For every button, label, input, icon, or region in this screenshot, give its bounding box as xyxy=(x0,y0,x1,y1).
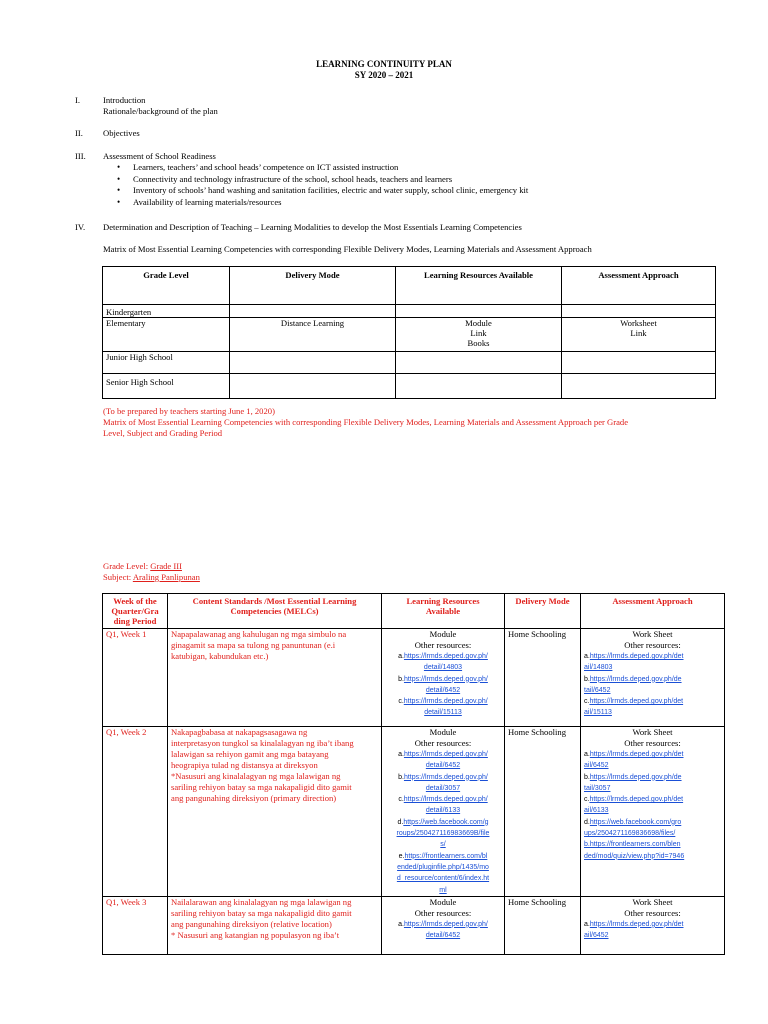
resource-link[interactable]: e.https://frontlearners.com/bl ended/pluginfile.php/1435/mo d_resource/content/6/index.ht ml xyxy=(396,852,490,894)
school-year: SY 2020 – 2021 xyxy=(354,70,414,80)
grade-cell: Senior High School xyxy=(103,374,230,399)
section-4-title: Determination and Description of Teaching – Learning Modalities to develop the Most Essentials Learning Competencies xyxy=(103,222,522,232)
column-header-assessment-approach: Assessment Approach xyxy=(562,267,716,305)
assessment-link[interactable]: b.https://lrmds.deped.gov.ph/de tail/3057 xyxy=(584,773,682,792)
assessment-link[interactable]: a.https://lrmds.deped.gov.ph/det ail/14803 xyxy=(584,653,684,672)
table-row xyxy=(103,727,725,897)
resource-item: Module xyxy=(465,318,492,328)
week-cell: Q1, Week 1 xyxy=(103,629,168,727)
assessment-link[interactable]: a.https://lrmds.deped.gov.ph/det ail/6452 xyxy=(584,920,684,940)
table-row xyxy=(103,896,725,954)
section-1-title: Introduction xyxy=(103,95,146,105)
column-header-grade-level: Grade Level xyxy=(103,267,230,305)
resources-cell: Module Other resources: a.https://lrmds.deped.gov.ph/ detail/14803 b.https://lrmds.deped.gov.ph/ detail/6452 c.https://lrmds.deped.gov.ph/ detail/15113 xyxy=(382,629,505,727)
grade-cell: Kindergarten xyxy=(103,305,230,318)
mode-cell: Distance Learning xyxy=(230,318,396,352)
assessment-link[interactable]: b.https://frontlearners.com/blen ded/mod/quiz/view.php?id=7946 xyxy=(584,841,685,860)
delivery-mode-cell: Home Schooling xyxy=(505,896,581,954)
document-title: LEARNING CONTINUITY PLAN xyxy=(316,59,452,69)
table-row xyxy=(103,374,716,399)
assessment-item: Worksheet xyxy=(620,318,657,328)
subject-competency-table xyxy=(102,593,725,955)
grade-level-line xyxy=(103,561,182,572)
bullet-item: • Connectivity and technology infrastructure of the school, school heads, teachers and learners xyxy=(103,174,528,186)
table-row xyxy=(103,629,725,727)
grade-cell: Elementary xyxy=(103,318,230,352)
assessment-cell xyxy=(562,374,716,399)
section-1-subtitle: Rationale/background of the plan xyxy=(103,106,218,116)
section-2-number: II. xyxy=(75,128,83,138)
section-1-number: I. xyxy=(75,95,81,105)
mode-cell xyxy=(230,374,396,399)
column-header-learning-resources: Learning Resources Available xyxy=(396,267,562,305)
assessment-cell xyxy=(562,305,716,318)
assessment-cell: Work Sheet Other resources: a.https://lrmds.deped.gov.ph/det ail/6452 xyxy=(581,896,725,954)
resource-link[interactable]: c.https://lrmds.deped.gov.ph/ detail/15113 xyxy=(398,698,488,717)
modalities-matrix-table xyxy=(102,266,716,399)
resource-item: Link xyxy=(470,328,487,338)
assessment-cell: Work Sheet Other resources: a.https://lrmds.deped.gov.ph/det ail/14803 b.https://lrmds.deped.gov.ph/de tail/6452 c.https://lrmds.deped.gov.ph/det ail/15113 xyxy=(581,629,725,727)
section-3-title: Assessment of School Readiness xyxy=(103,151,216,161)
grade-level-label: Grade Level: xyxy=(103,561,151,571)
resource-link[interactable]: b.https://lrmds.deped.gov.ph/ detail/6452 xyxy=(398,675,488,694)
delivery-mode-cell: Home Schooling xyxy=(505,629,581,727)
table-row xyxy=(103,352,716,374)
resource-link[interactable]: b.https://lrmds.deped.gov.ph/ detail/3057 xyxy=(398,773,488,792)
competency-cell: Napapalawanag ang kahulugan ng mga simbulo na ginagamit sa mapa sa tulong ng panuntunan (e.i katubigan, kabundukan etc.) xyxy=(168,629,382,727)
assessment-cell: Work Sheet Other resources: a.https://lrmds.deped.gov.ph/det ail/6452 b.https://lrmds.deped.gov.ph/de tail/3057 c.https://lrmds.deped.gov.ph/det ail/6133 d.https://web.facebook.com/gro ups/2504271169836698/files/ b.https://frontlearners.com/blen ded/mod/quiz/view.php?id=7946 xyxy=(581,727,725,897)
bullet-item: • Inventory of schools’ hand washing and sanitation facilities, electric and water supply, school clinic, emergency kit xyxy=(103,185,528,197)
assessment-link[interactable]: c.https://lrmds.deped.gov.ph/det ail/15113 xyxy=(584,698,684,717)
resource-link[interactable]: a.https://lrmds.deped.gov.ph/ detail/14803 xyxy=(398,653,488,672)
resources-cell xyxy=(396,352,562,374)
table-header-row xyxy=(103,267,716,305)
resource-link[interactable]: c.https://lrmds.deped.gov.ph/ detail/6133 xyxy=(398,796,488,815)
subject-value: Araling Panlipunan xyxy=(132,572,200,582)
preparation-note: (To be prepared by teachers starting June 1, 2020) xyxy=(103,406,275,416)
resources-cell xyxy=(396,305,562,318)
bullet-item: • Learners, teachers’ and school heads’ competence on ICT assisted instruction xyxy=(103,162,528,174)
grade-level-value: Grade III xyxy=(150,561,182,571)
column-header-delivery-mode: Delivery Mode xyxy=(230,267,396,305)
assessment-cell xyxy=(562,352,716,374)
assessment-link[interactable]: c.https://lrmds.deped.gov.ph/det ail/6133 xyxy=(584,796,684,815)
section-3-number: III. xyxy=(75,151,86,161)
column-header-assessment-approach: Assessment Approach xyxy=(581,594,725,629)
subject-line xyxy=(103,572,200,583)
section-4-number: IV. xyxy=(75,222,86,232)
week-cell: Q1, Week 2 xyxy=(103,727,168,897)
resources-cell xyxy=(396,374,562,399)
matrix-note-line-2: Level, Subject and Grading Period xyxy=(103,428,223,438)
matrix-caption: Matrix of Most Essential Learning Competencies with corresponding Flexible Delivery Modes, Learning Materials and Assessment Approach xyxy=(103,244,592,254)
resource-link[interactable]: d.https://web.facebook.com/g roups/250427116983669B/file s/ xyxy=(396,818,490,849)
resources-cell: Module Other resources: a.https://lrmds.deped.gov.ph/ detail/6452 xyxy=(382,896,505,954)
week-cell: Q1, Week 3 xyxy=(103,896,168,954)
subject-label: Subject: xyxy=(103,572,133,582)
assessment-cell xyxy=(562,318,716,352)
assessment-link[interactable]: a.https://lrmds.deped.gov.ph/det ail/6452 xyxy=(584,751,684,770)
resource-link[interactable]: a.https://lrmds.deped.gov.ph/ detail/6452 xyxy=(398,751,488,770)
section-2-title: Objectives xyxy=(103,128,140,138)
column-header-delivery-mode: Delivery Mode xyxy=(505,594,581,629)
column-header-content-standards: Content Standards /Most Essential Learning Competencies (MELCs) xyxy=(168,594,382,629)
assessment-link[interactable]: b.https://lrmds.deped.gov.ph/de tail/6452 xyxy=(584,675,682,694)
resource-item: Books xyxy=(467,338,490,348)
competency-cell: Nakapagbabasa at nakapagsasagawa ng interpretasyon tungkol sa kinalalagyan ng iba’t ibang lalawigan sa rehiyon gamit ang mga batayang heograpiya tulad ng distansya at direksyon *Nasusuri ang kinalalagyan ng mga lalawigan ng sariling rehiyon batay sa mga nakapaligid dito gamit ang pangunahing direksiyon (primary direction) xyxy=(168,727,382,897)
table-row xyxy=(103,318,716,352)
table-header-row xyxy=(103,594,725,629)
assessment-item: Link xyxy=(630,328,647,338)
resources-cell xyxy=(396,318,562,352)
readiness-bullet-list xyxy=(103,162,528,208)
resource-link[interactable]: a.https://lrmds.deped.gov.ph/ detail/6452 xyxy=(398,920,488,940)
table-row xyxy=(103,305,716,318)
column-header-learning-resources: Learning Resources Available xyxy=(382,594,505,629)
competency-cell: Nailalarawan ang kinalalagyan ng mga lalawigan ng sariling rehiyon batay sa mga nakapaligid dito gamit ang pangunahing direksiyon (relative location) * Nasusuri ang katangian ng populasyon ng iba’t xyxy=(168,896,382,954)
mode-cell xyxy=(230,305,396,318)
column-header-week: Week of the Quarter/Gra ding Period xyxy=(103,594,168,629)
grade-cell: Junior High School xyxy=(103,352,230,374)
assessment-link[interactable]: d.https://web.facebook.com/gro ups/2504271169836698/files/ xyxy=(584,818,682,838)
mode-cell xyxy=(230,352,396,374)
resources-cell: Module Other resources: a.https://lrmds.deped.gov.ph/ detail/6452 b.https://lrmds.deped.gov.ph/ detail/3057 c.https://lrmds.deped.gov.ph/ detail/6133 d.https://web.facebook.com/g roups/250427116983669B/file s/ e.https://frontlearners.com/bl ended/pluginfile.php/1435/mo d_resource/content/6/index.ht ml xyxy=(382,727,505,897)
delivery-mode-cell: Home Schooling xyxy=(505,727,581,897)
matrix-note-line-1: Matrix of Most Essential Learning Competencies with corresponding Flexible Delivery Modes, Learning Materials and Assessment Approach per Grade xyxy=(103,417,629,427)
bullet-item: • Availability of learning materials/resources xyxy=(103,197,528,209)
